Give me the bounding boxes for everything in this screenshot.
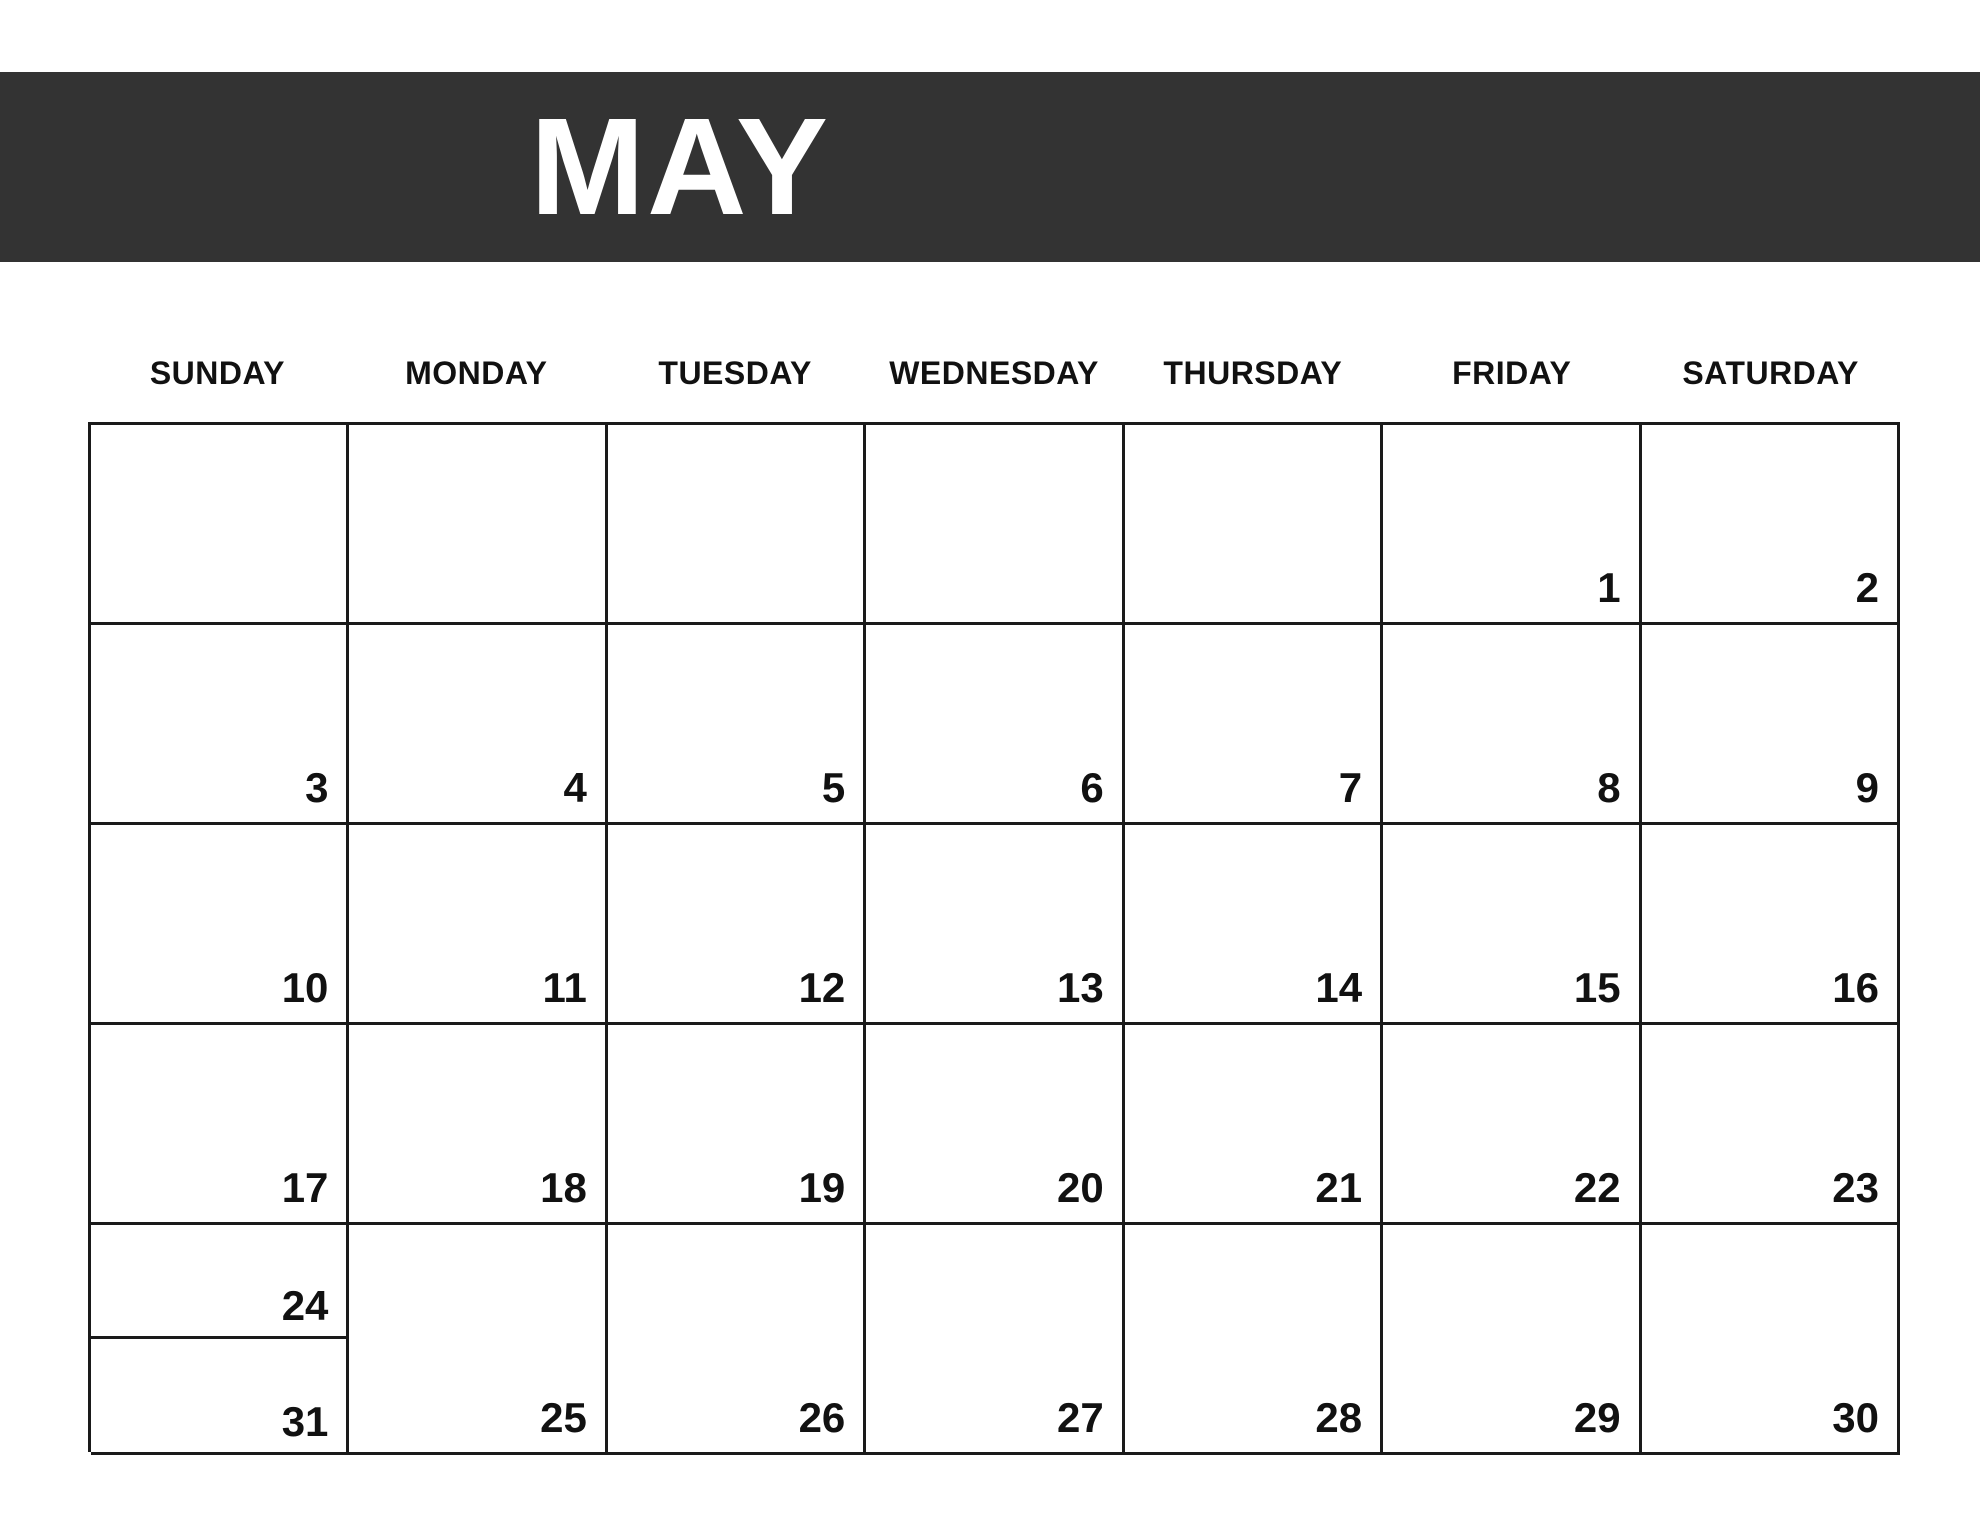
day-number: 4 [563,764,587,811]
day-cell[interactable] [91,1339,346,1453]
day-cell[interactable] [1642,1025,1900,1225]
day-cell[interactable] [1383,625,1641,825]
weekday-wednesday: WEDNESDAY [889,355,1099,391]
day-number: 5 [821,764,846,811]
day-cell[interactable] [608,1025,866,1225]
day-cell[interactable] [866,625,1124,825]
day-number: 17 [281,1164,329,1211]
weekday-sunday: SUNDAY [149,355,286,391]
day-cell[interactable] [608,625,866,825]
day-number: 10 [281,964,329,1011]
day-number: 6 [1080,764,1104,811]
day-number: 30 [1832,1394,1879,1441]
day-cell[interactable] [1125,825,1383,1025]
day-cell-split-sunday[interactable] [91,1225,349,1455]
month-title: MAY [530,90,830,244]
day-number: 31 [281,1398,329,1445]
day-cell[interactable] [1125,1225,1383,1455]
day-cell[interactable] [608,425,866,625]
day-cell[interactable] [349,625,607,825]
day-number: 15 [1573,964,1621,1011]
day-number: 18 [540,1164,587,1211]
day-number: 28 [1315,1394,1363,1441]
day-cell[interactable] [91,1225,346,1339]
weekday-thursday: THURSDAY [1163,355,1343,391]
day-cell[interactable] [1642,1225,1900,1455]
day-cell[interactable] [1642,425,1900,625]
day-cell[interactable] [866,1025,1124,1225]
weekday-monday: MONDAY [405,355,548,391]
day-number: 20 [1056,1164,1104,1211]
day-number: 26 [798,1394,846,1441]
day-cell[interactable] [1383,825,1641,1025]
day-cell[interactable] [1642,825,1900,1025]
weekday-saturday: SATURDAY [1682,355,1859,391]
day-cell[interactable] [1383,1225,1641,1455]
calendar-grid [88,422,1900,1452]
day-cell[interactable] [1642,625,1900,825]
day-cell[interactable] [349,1225,607,1455]
day-number: 9 [1855,764,1879,811]
day-number: 19 [798,1164,846,1211]
day-number: 12 [798,964,846,1011]
day-cell[interactable] [349,1025,607,1225]
day-number: 7 [1338,764,1363,811]
weekday-header-row [88,355,1900,392]
day-cell[interactable] [866,425,1124,625]
day-number: 21 [1315,1164,1363,1211]
day-cell[interactable] [91,625,349,825]
day-number: 3 [305,764,329,811]
day-number: 25 [540,1394,587,1441]
day-number: 22 [1573,1164,1621,1211]
day-cell[interactable] [1383,425,1641,625]
day-cell[interactable] [1125,425,1383,625]
day-cell[interactable] [608,1225,866,1455]
day-number: 24 [281,1281,329,1329]
weekday-tuesday: TUESDAY [658,355,812,391]
day-cell[interactable] [349,425,607,625]
day-cell[interactable] [1125,1025,1383,1225]
day-number: 2 [1855,564,1879,611]
day-number: 11 [542,964,587,1011]
day-number: 23 [1832,1164,1879,1211]
day-cell[interactable] [91,425,349,625]
day-cell[interactable] [866,825,1124,1025]
day-number: 13 [1056,964,1104,1011]
day-cell[interactable] [91,1025,349,1225]
day-number: 8 [1597,764,1621,811]
weekday-friday: FRIDAY [1452,355,1572,391]
day-cell[interactable] [91,825,349,1025]
day-number: 29 [1573,1394,1621,1441]
day-number: 27 [1056,1394,1104,1441]
day-number: 1 [1597,564,1621,611]
day-cell[interactable] [349,825,607,1025]
day-cell[interactable] [1383,1025,1641,1225]
day-cell[interactable] [608,825,866,1025]
day-cell[interactable] [1125,625,1383,825]
month-banner [0,72,1980,262]
day-number: 14 [1315,964,1363,1011]
day-number: 16 [1832,964,1879,1011]
day-cell[interactable] [866,1225,1124,1455]
